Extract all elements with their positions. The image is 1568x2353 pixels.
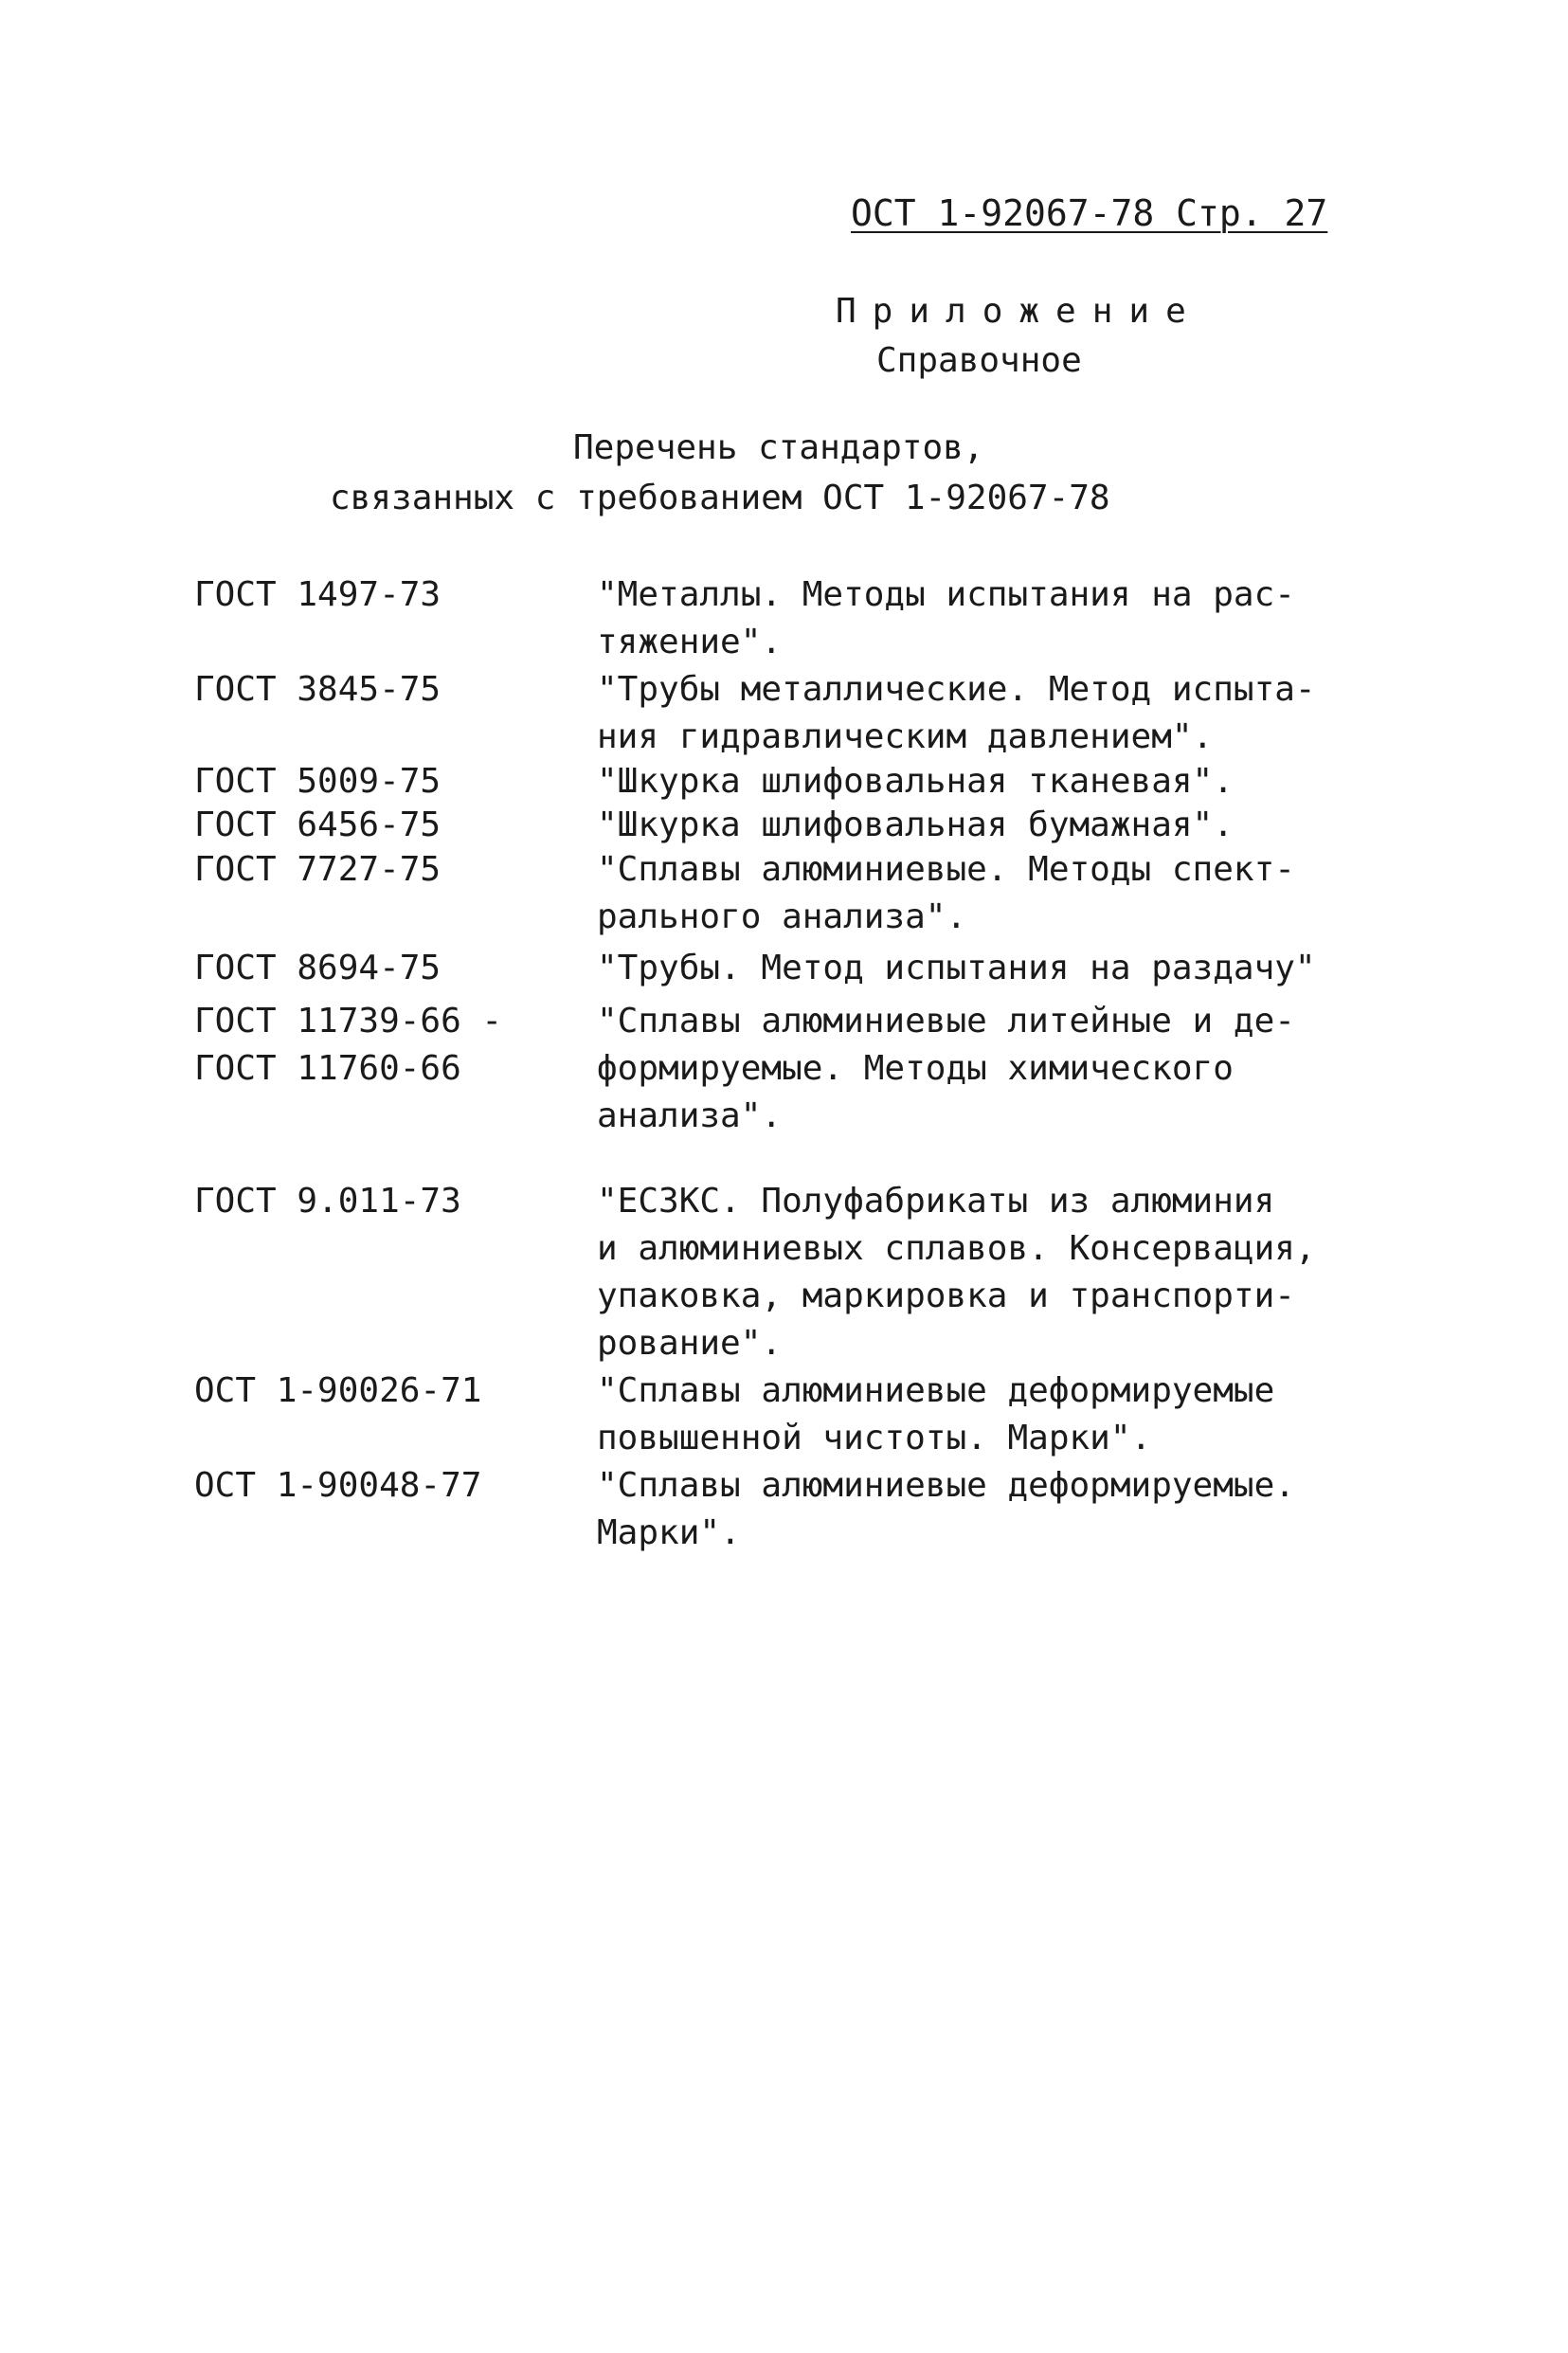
standard-code: ГОСТ 7727-75	[194, 850, 442, 889]
standard-code: ОСТ 1-90026-71	[194, 1371, 482, 1410]
standard-title: "Сплавы алюминиевые деформируемые. Марки".	[597, 1466, 1295, 1552]
page-header: ОСТ 1-92067-78 Стр. 27	[851, 192, 1328, 234]
standard-code: ГОСТ 9.011-73	[194, 1182, 461, 1221]
standard-title: "Сплавы алюминиевые. Методы спект- рального анализа".	[597, 850, 1295, 936]
standard-title: "Шкурка шлифовальная тканевая".	[597, 762, 1234, 801]
standard-code: ГОСТ 3845-75	[194, 670, 442, 709]
standard-title: "Трубы металлические. Метод испыта- ния гидравлическим давлением".	[597, 670, 1316, 756]
standard-code: ГОСТ 8694-75	[194, 949, 442, 987]
appendix-label: Приложение	[836, 292, 1202, 331]
standard-code: ГОСТ 11739-66 - ГОСТ 11760-66	[194, 1002, 503, 1088]
standard-code: ГОСТ 5009-75	[194, 762, 442, 801]
standard-title: "Сплавы алюминиевые деформируемые повышенной чистоты. Марки".	[597, 1371, 1275, 1457]
standard-title: "Металлы. Методы испытания на рас- тяжение".	[597, 575, 1295, 661]
standard-code: ГОСТ 1497-73	[194, 575, 442, 614]
standard-title: "ЕСЗКС. Полуфабрикаты из алюминия и алюминиевых сплавов. Консервация, упаковка, маркировка и транспорти- рование".	[597, 1182, 1316, 1363]
standard-code: ОСТ 1-90048-77	[194, 1466, 482, 1505]
appendix-type: Справочное	[876, 341, 1082, 380]
standard-title: "Трубы. Метод испытания на раздачу"	[597, 949, 1316, 987]
list-title-line1: Перечень стандартов,	[573, 428, 984, 467]
standard-title: "Шкурка шлифовальная бумажная".	[597, 805, 1234, 844]
standard-code: ГОСТ 6456-75	[194, 805, 442, 844]
standard-title: "Сплавы алюминиевые литейные и де- формируемые. Методы химического анализа".	[597, 1002, 1295, 1135]
list-title-line2: связанных с требованием ОСТ 1-92067-78	[330, 479, 1110, 517]
